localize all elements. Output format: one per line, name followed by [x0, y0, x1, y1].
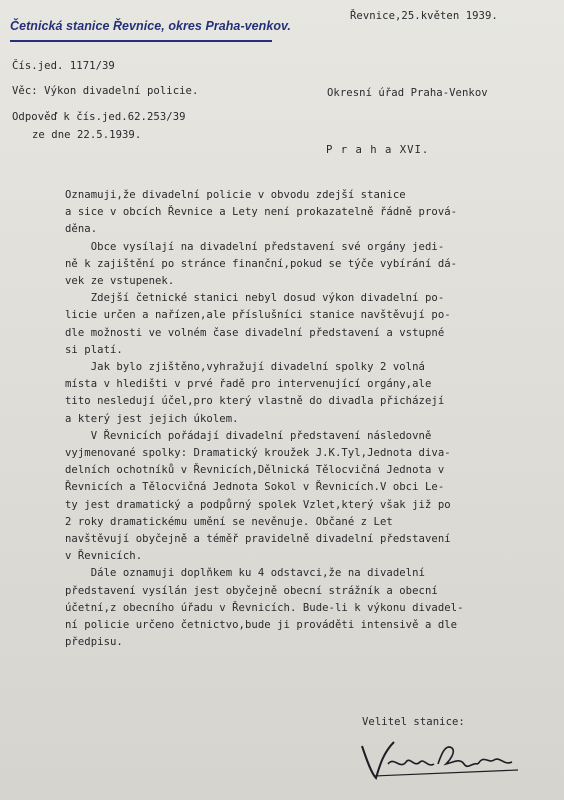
body-line: tito nesledují účel,pro který vlastně do divadla přicházejí: [65, 395, 445, 407]
body-line: vek ze vstupenek.: [65, 275, 175, 287]
subject-line: Věc: Výkon divadelní policie.: [12, 85, 199, 97]
body-line: navštěvují obyčejně a téměř pravidelně divadelní představení: [65, 533, 451, 545]
body-line: představení vysílán jest obyčejně obecní strážník a obecní: [65, 585, 438, 597]
stamp-underline: [10, 40, 272, 42]
body-line: účetní,z obecního úřadu v Řevnicích. Bude-li k výkonu divadel-: [65, 602, 464, 614]
body-line: ně k zajištění po stránce finanční,pokud se týče vybírání dá-: [65, 258, 458, 270]
body-line: místa v hledišti v prvé řadě pro intervenující orgány,ale: [65, 378, 432, 390]
body-line: vyjmenované spolky: Dramatický kroužek J.K.Tyl,Jednota diva-: [65, 447, 451, 459]
body-line: Jak bylo zjištěno,vyhražují divadelní spolky 2 volná: [65, 361, 425, 373]
body-line: děna.: [65, 223, 98, 235]
body-line: a sice v obcích Řevnice a Lety není prokazatelně řádně prová-: [65, 206, 458, 218]
body-line: licie určen a nařízen,ale příslušníci stanice navštěvují po-: [65, 309, 451, 321]
reply-reference: Odpověď k čís.jed.62.253/39: [12, 111, 186, 123]
body-line: delních ochotníků v Řevnicích,Dělnická Tělocvičná Jednota v: [65, 464, 445, 476]
signature-title: Velitel stanice:: [362, 716, 465, 728]
body-line: Dále oznamuji doplňkem ku 4 odstavci,že na divadelní: [65, 567, 425, 579]
body-line: dle možnosti ve volném čase divadelní představení a vstupné: [65, 327, 445, 339]
addressee: Okresní úřad Praha-Venkov: [327, 87, 488, 99]
body-line: Oznamuji,že divadelní policie v obvodu zdejší stanice: [65, 189, 406, 201]
body-line: Obce vysílají na divadelní představení své orgány jedi-: [65, 241, 445, 253]
body-line: Řevnicích a Tělocvičná Jednota Sokol v Řevnicích.V obci Le-: [65, 481, 445, 493]
body-line: Zdejší četnické stanici nebyl dosud výkon divadelní po-: [65, 292, 445, 304]
body-line: 2 roky dramatickému umění se nevěnuje. Občané z Let: [65, 516, 393, 528]
reference-number: Čís.jed. 1171/39: [12, 60, 115, 72]
body-line: ní policie určeno četnictvo,bude ji prováděti intensivě a dle: [65, 619, 458, 631]
place-date: Řevnice,25.květen 1939.: [350, 10, 498, 22]
body-line: a který jest jejich úkolem.: [65, 413, 239, 425]
body-line: v Řevnicích.: [65, 550, 143, 562]
handwritten-signature: [354, 734, 524, 784]
body-line: ty jest dramatický a podpůrný spolek Vzlet,který však již po: [65, 499, 451, 511]
addressee-city: P r a h a XVI.: [326, 144, 430, 156]
body-line: si platí.: [65, 344, 123, 356]
body-line: V Řevnicích pořádají divadelní představení následovně: [65, 430, 432, 442]
body-line: předpisu.: [65, 636, 123, 648]
reply-date: ze dne 22.5.1939.: [32, 129, 142, 141]
station-stamp: Četnická stanice Řevnice, okres Praha-venkov.: [10, 19, 291, 33]
